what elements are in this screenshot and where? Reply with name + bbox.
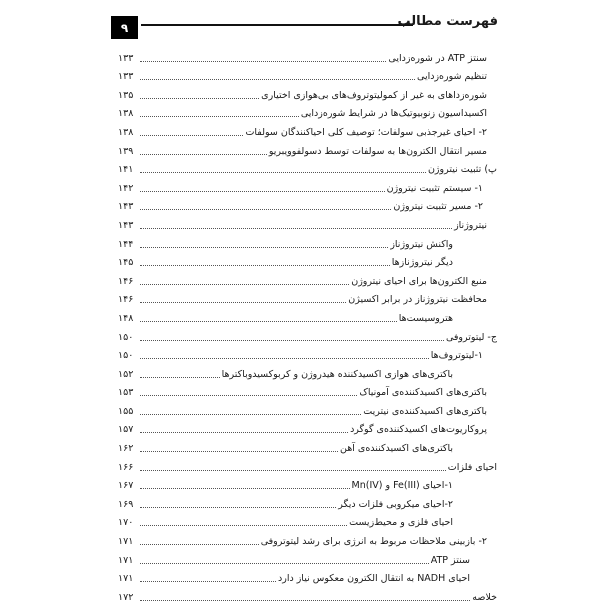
toc-page-number: ۱۴۳: [118, 201, 134, 213]
toc-entry[interactable]: [118, 436, 500, 455]
toc-page-number: ۱۵۳: [118, 387, 134, 399]
dot-leader: [140, 61, 386, 62]
toc-entry-title: هتروسیست‌ها: [398, 312, 453, 324]
toc-page-number: ۱۶۶: [118, 461, 134, 473]
toc-entry-title: باکتری‌های هوازی اکسیدکننده هیدروژن و کربوکسیدوباکترها: [221, 368, 453, 380]
dot-leader: [140, 581, 276, 582]
toc-page-number: ۱۴۱: [118, 164, 134, 176]
toc-entry[interactable]: [118, 567, 500, 586]
toc-page-number: ۱۴۳: [118, 219, 134, 231]
toc-entry-title: ۲- بازبینی ملاحظات مربوط به انرژی برای رشد لیتوتروفی: [260, 536, 487, 548]
toc-entry-title: ۲- مسیر تثبیت نیتروژن: [393, 201, 483, 213]
dot-leader: [140, 377, 220, 378]
toc-entry[interactable]: [118, 83, 500, 102]
toc-page-number: ۱۳۹: [118, 145, 134, 157]
toc-page-number: ۱۳۳: [118, 71, 134, 83]
toc-page-number: ۱۵۲: [118, 368, 134, 380]
toc-entry-title: دیگر نیتروژنازها: [391, 257, 453, 269]
page-number-badge: ۹: [111, 16, 138, 39]
toc-entry[interactable]: [118, 139, 500, 158]
dot-leader: [140, 135, 243, 136]
toc-page-number: ۱۴۴: [118, 238, 134, 250]
toc-entry[interactable]: [118, 176, 500, 195]
toc-entry[interactable]: [118, 399, 500, 418]
toc-entry[interactable]: [118, 158, 500, 177]
dot-leader: [140, 451, 338, 452]
toc-entry-title: ۲- احیای غیرجذبی سولفات؛ توصیف کلی احیاکنندگان سولفات: [245, 126, 487, 138]
toc-entry[interactable]: [118, 344, 500, 363]
toc-entry[interactable]: [118, 492, 500, 511]
toc-entry[interactable]: [118, 288, 500, 307]
dot-leader: [140, 116, 299, 117]
toc-entry[interactable]: [118, 381, 500, 400]
toc-entry[interactable]: [118, 306, 500, 325]
toc-entry-title: باکتری‌های اکسیدکننده‌ی آهن: [339, 443, 453, 455]
dot-leader: [140, 470, 446, 471]
dot-leader: [140, 284, 349, 285]
toc-entry[interactable]: [118, 213, 500, 232]
toc-entry[interactable]: [118, 195, 500, 214]
dot-leader: [140, 488, 350, 489]
dot-leader: [140, 544, 259, 545]
dot-leader: [140, 172, 426, 173]
toc-entry[interactable]: [118, 418, 500, 437]
toc-page-number: ۱۵۰: [118, 331, 134, 343]
toc-entry[interactable]: [118, 102, 500, 121]
toc-entry[interactable]: [118, 325, 500, 344]
toc-entry-title: ۱-لیتوتروف‌ها: [430, 350, 483, 362]
page-title: فهرست مطالب: [397, 14, 498, 29]
toc-page-number: ۱۷۲: [118, 591, 134, 603]
toc-entry[interactable]: [118, 120, 500, 139]
toc-entry-title: باکتری‌های اکسیدکننده‌ی نیتریت: [363, 405, 487, 417]
toc-page-number: ۱۳۸: [118, 126, 134, 138]
toc-entry[interactable]: [118, 65, 500, 84]
dot-leader: [140, 563, 429, 564]
dot-leader: [140, 154, 267, 155]
dot-leader: [140, 507, 336, 508]
toc-entry-title: منبع الکترون‌ها برای احیای نیتروژن: [351, 275, 487, 287]
toc-entry[interactable]: [118, 585, 500, 604]
toc-entry[interactable]: [118, 46, 500, 65]
toc-entry-title: احیای NADH به انتقال الکترون معکوس نیاز دارد: [278, 573, 470, 585]
toc-page-number: ۱۳۵: [118, 89, 134, 101]
toc-entry[interactable]: [118, 474, 500, 493]
toc-entry[interactable]: [118, 511, 500, 530]
dot-leader: [140, 340, 444, 341]
dot-leader: [140, 247, 388, 248]
toc-entry-title: اکسیداسیون زنوبیوتیک‌ها در شرایط شوره‌زدایی: [300, 108, 487, 120]
toc-entry[interactable]: [118, 362, 500, 381]
toc-entry-title: باکتری‌های اکسیدکننده‌ی آمونیاک: [359, 387, 487, 399]
dot-leader: [140, 414, 361, 415]
toc-entry[interactable]: [118, 529, 500, 548]
toc-page-number: ۱۳۳: [118, 52, 134, 64]
toc-page-number: ۱۶۹: [118, 498, 134, 510]
toc-entry-title: تنظیم شوره‌زدایی: [417, 71, 487, 83]
dot-leader: [140, 228, 452, 229]
toc-entry-title: ج- لیتوتروفی: [445, 331, 497, 343]
toc-entry[interactable]: [118, 455, 500, 474]
toc-entry-title: احیای فلزی و محیط‌زیست: [349, 517, 453, 529]
dot-leader: [140, 395, 357, 396]
dot-leader: [140, 209, 391, 210]
toc-entry-title: ۱- سیستم تثبیت نیتروژن: [386, 182, 483, 194]
toc-entry-title: ۱-احیای Fe(III) و Mn(IV): [351, 480, 453, 492]
dot-leader: [140, 265, 390, 266]
toc-entry[interactable]: [118, 232, 500, 251]
dot-leader: [140, 79, 415, 80]
toc-entry-title: سنتز ATP: [430, 554, 470, 566]
dot-leader: [140, 358, 429, 359]
toc-entry[interactable]: [118, 251, 500, 270]
dot-leader: [140, 432, 348, 433]
toc-entry-title: احیای فلزات: [447, 461, 497, 473]
dot-leader: [140, 191, 385, 192]
toc-entry[interactable]: [118, 548, 500, 567]
toc-entry-title: پروکاریوت‌های اکسیدکننده‌ی گوگرد: [350, 424, 487, 436]
toc-entry-title: پ) تثبیت نیتروژن: [427, 164, 497, 176]
toc-page-number: ۱۷۱: [118, 573, 134, 585]
toc-page-number: ۱۵۵: [118, 405, 134, 417]
toc-page-number: ۱۴۲: [118, 182, 134, 194]
table-of-contents: [118, 46, 500, 604]
toc-page-number: ۱۴۶: [118, 294, 134, 306]
toc-page-number: ۱۵۰: [118, 350, 134, 362]
toc-entry[interactable]: [118, 269, 500, 288]
dot-leader: [140, 302, 346, 303]
toc-page-number: ۱۳۸: [118, 108, 134, 120]
toc-page-number: ۱۶۷: [118, 480, 134, 492]
toc-page-number: ۱۴۸: [118, 312, 134, 324]
toc-entry-title: سنتز ATP در شوره‌زدایی: [388, 52, 487, 64]
toc-entry-title: شوره‌زداهای به غیر از کمولیتوتروف‌های بی‌هوازی اختیاری: [261, 89, 487, 101]
toc-entry-title: خلاصه: [472, 591, 497, 603]
dot-leader: [140, 525, 347, 526]
toc-page-number: ۱۷۱: [118, 536, 134, 548]
toc-entry-title: محافظت نیتروژناز در برابر اکسیژن: [348, 294, 487, 306]
toc-page-number: ۱۷۰: [118, 517, 134, 529]
toc-page-number: ۱۵۷: [118, 424, 134, 436]
toc-entry-title: ۲-احیای میکروبی فلزات دیگر: [338, 498, 453, 510]
dot-leader: [140, 98, 259, 99]
dot-leader: [140, 321, 397, 322]
toc-page-number: ۱۷۱: [118, 554, 134, 566]
toc-entry-title: واکنش نیتروژناز: [390, 238, 453, 250]
toc-page-number: ۱۴۶: [118, 275, 134, 287]
toc-page-number: ۱۶۲: [118, 443, 134, 455]
toc-page-number: ۱۴۵: [118, 257, 134, 269]
header-rule: [141, 24, 413, 26]
toc-entry-title: مسیر انتقال الکترون‌ها به سولفات توسط دسولفوویبریو: [268, 145, 487, 157]
toc-entry-title: نیتروژناز: [454, 219, 487, 231]
